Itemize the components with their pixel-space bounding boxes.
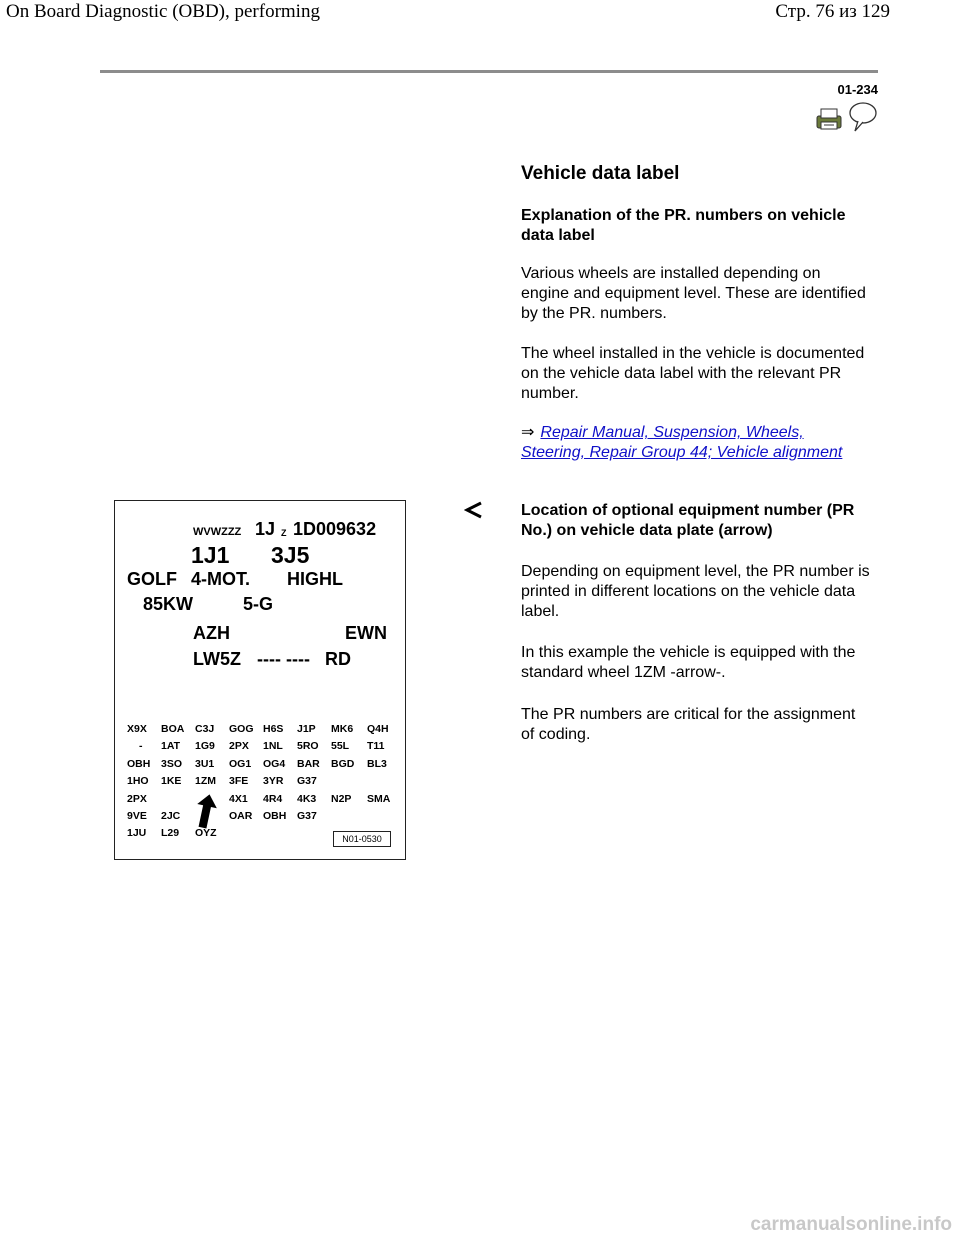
pr-code: 9VE [127,810,147,822]
plate-gear-code: EWN [345,623,387,643]
repair-manual-link[interactable]: Repair Manual, Suspension, Wheels, Steering, Repair Group 44; Vehicle alignment [521,424,843,461]
pr-code: J1P [297,723,316,735]
pr-code: BL3 [367,757,387,770]
plate-code-1: 1J1 [191,542,230,568]
pr-code: 4X1 [229,792,248,805]
paragraph-coding: The PR numbers are critical for the assignment of coding. [521,706,856,743]
speech-bubble-icon[interactable] [848,101,878,133]
pr-code: 2PX [127,792,147,805]
pr-code: Q4H [367,723,389,735]
plate-interior: RD [325,649,351,669]
paragraph-example: In this example the vehicle is equipped with the standard wheel 1ZM -arrow-. [521,644,856,681]
header-rule [100,70,878,73]
document-number: 01-234 [837,82,878,97]
pr-code: 4K3 [297,792,317,805]
vehicle-data-plate-figure [114,500,406,860]
pr-code: 1KE [161,775,182,788]
pr-code: 1JU [127,827,147,840]
pr-code: 3FE [229,775,249,788]
paragraph-wheels: Various wheels are installed depending on engine and equipment level. These are identified by the PR. numbers. [521,265,866,322]
pr-code: OG1 [229,757,252,770]
pr-code: BGD [331,757,355,770]
pr-code: OBH [127,757,151,770]
pr-code: 1AT [161,740,181,753]
plate-dashes: ---- ---- [257,649,310,669]
repair-manual-reference [521,423,871,463]
plate-vin-serial: 1D009632 [293,519,377,539]
plate-trim: HIGHL [287,569,343,589]
plate-vin-z: Z [281,528,287,538]
footer-watermark: carmanualsonline.info [750,1214,952,1235]
pr-code: 1NL [263,740,283,753]
arrow-icon [194,792,218,830]
plate-engine: AZH [193,623,230,643]
plate-vin-prefix: WVWZZZ [193,526,242,538]
pr-code: T11 [367,740,385,753]
pr-code: 3U1 [195,757,215,770]
section-title: Vehicle data label [521,163,680,184]
pr-code: 2JC [161,810,181,822]
pr-code: OYZ [195,827,217,840]
figure-code: N01-0530 [333,831,391,847]
pr-code: GOG [229,723,254,735]
pr-code: BOA [161,723,185,735]
pr-code: 1HO [127,775,149,788]
pr-code: OBH [263,810,287,822]
pr-code: 3YR [263,775,284,788]
pr-code: MK6 [331,723,354,735]
section-subtitle: Explanation of the PR. numbers on vehicle data label [521,207,846,244]
pr-code: BAR [297,757,320,770]
pr-code: OAR [229,810,253,822]
pr-code: 1ZM [195,775,216,788]
left-pointer-icon [464,500,484,520]
paragraph-equipment-level: Depending on equipment level, the PR number is printed in different locations on the vehicle data label. [521,563,870,620]
pr-code: 55L [331,740,350,753]
pr-code: 1G9 [195,740,215,753]
page-counter: Стр. 76 из 129 [775,1,890,22]
pr-code: 3SO [161,757,183,770]
location-heading: Location of optional equipment number (PR No.) on vehicle data plate (arrow) [521,502,855,539]
plate-power: 85KW [143,594,194,614]
pr-code: SMA [367,792,391,805]
pr-code: 5RO [297,740,319,753]
pr-code: 4R4 [263,792,283,805]
pr-code: - [139,740,143,753]
plate-code-2: 3J5 [271,542,310,568]
pr-code: G37 [297,775,317,788]
pr-code: G37 [297,810,317,822]
pr-code: OG4 [263,757,286,770]
reference-arrow: ⇒ [521,424,535,441]
paragraph-documented: The wheel installed in the vehicle is documented on the vehicle data label with the relevant PR number. [521,345,865,402]
pr-code: N2P [331,792,352,805]
plate-model: GOLF [127,569,177,589]
printer-icon[interactable] [816,107,842,131]
pr-code: 2PX [229,740,249,753]
plate-vin-mid: 1J [255,519,276,539]
running-header-left: On Board Diagnostic (OBD), performing [6,1,320,22]
pr-code: L29 [161,827,180,840]
pr-code: X9X [127,723,147,735]
pr-code: H6S [263,723,284,735]
plate-gearbox: 5-G [243,594,274,614]
plate-paint: LW5Z [193,649,241,669]
plate-model-type: 4-MOT. [191,569,251,589]
pr-code: C3J [195,723,215,735]
